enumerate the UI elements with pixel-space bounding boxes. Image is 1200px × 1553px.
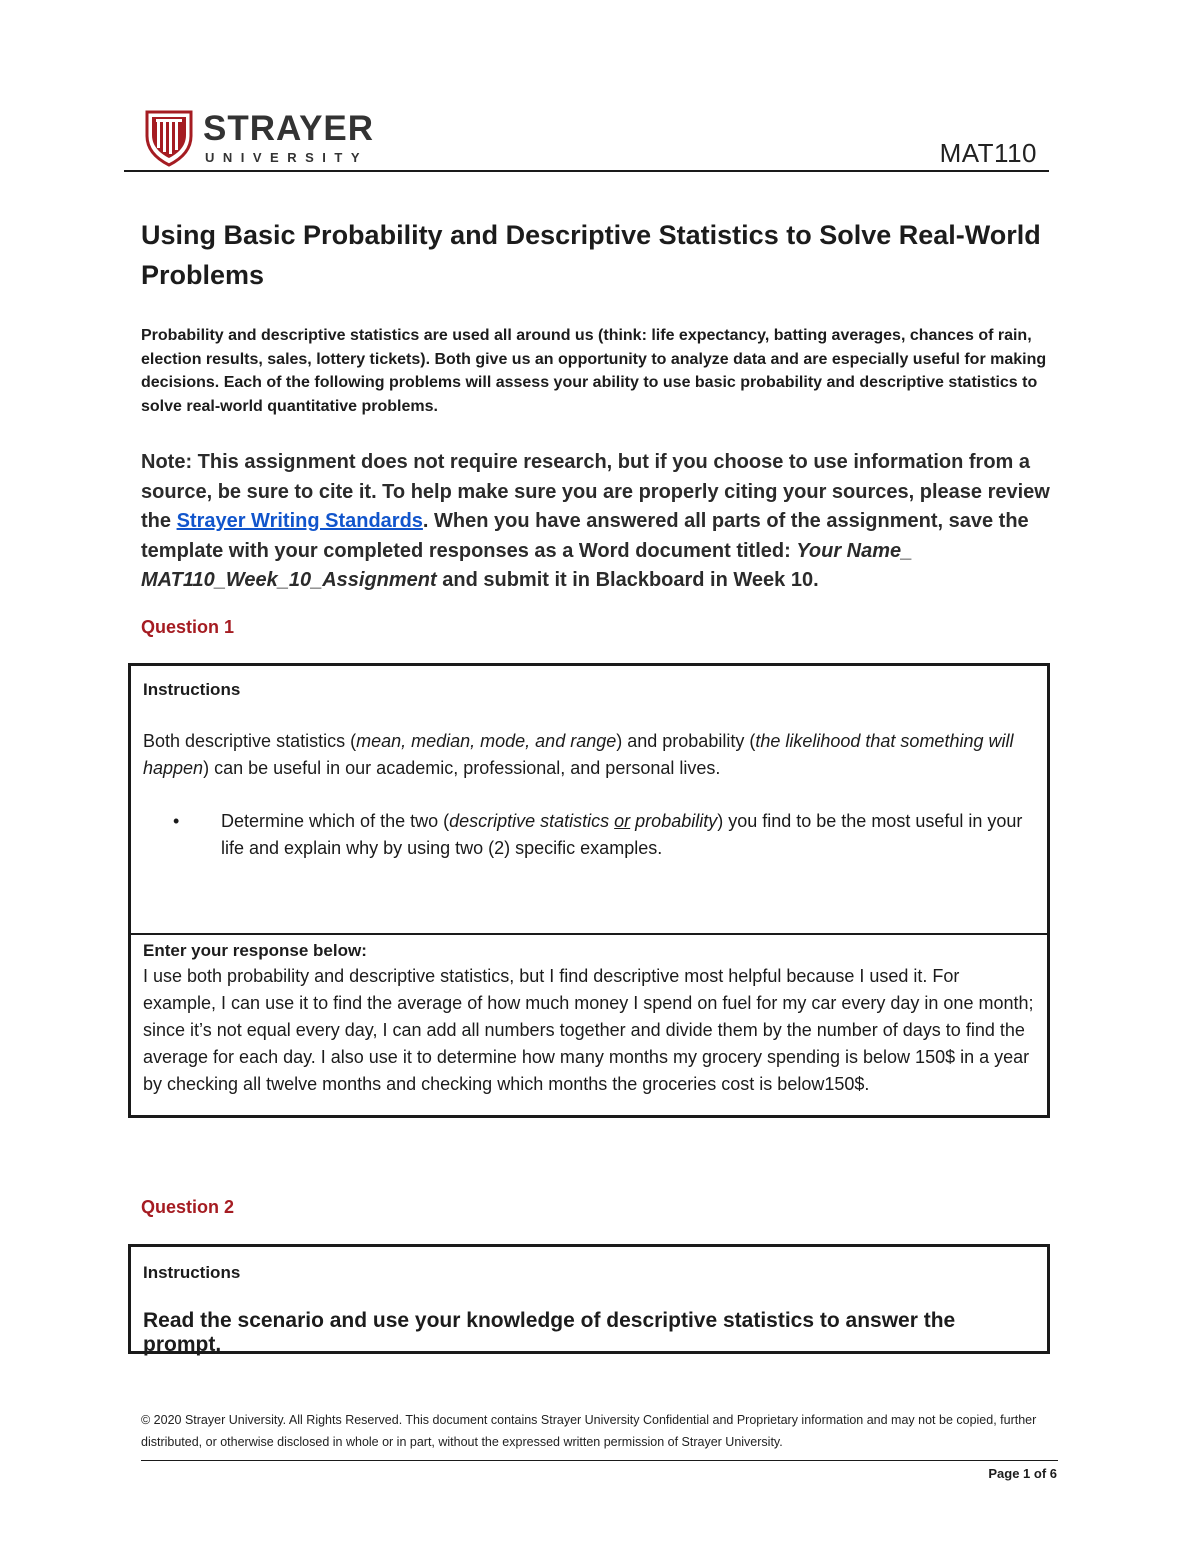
question-2-instructions [131, 1247, 1047, 1357]
intro-paragraph: Probability and descriptive statistics are used all around us (think: life expectancy, batting averages, chances of rain, election results, sales, lottery tickets). Both give us an opportunity to analyze data and are especially useful for making decisions. Each of the following problems will assess your ability to use basic probability and descriptive statistics to solve real-world quantitative problems. [141, 327, 1047, 415]
response-heading: Enter your response below: [143, 941, 367, 960]
header-divider [124, 170, 1049, 172]
writing-standards-link[interactable]: Strayer Writing Standards [176, 510, 423, 532]
page-number: Page 1 of 6 [988, 1466, 1057, 1481]
bullet-seg: or [614, 811, 631, 831]
bullet-seg: probability [630, 811, 718, 831]
instructions-text [143, 728, 1035, 782]
logo-primary-text: STRAYER [203, 109, 375, 148]
instr-seg: ) can be useful in our academic, professional, and personal lives. [203, 758, 721, 778]
instr-seg: ) and probability ( [616, 731, 756, 751]
course-code: MAT110 [939, 138, 1037, 168]
footer-divider [141, 1460, 1058, 1461]
question-2-label: Question 2 [141, 1197, 235, 1217]
instruction-bullet [143, 808, 1035, 862]
instr-seg: the likelihood that something will happen [143, 731, 1014, 778]
note-text-2: . When you have answered all parts of the assignment, save the template with your completed responses as a Word document titled: [141, 510, 1029, 562]
question-1-instructions [131, 666, 1047, 933]
question-2-prompt: Read the scenario and use your knowledge of descriptive statistics to answer the prompt. [143, 1309, 956, 1356]
document-title: Using Basic Probability and Descriptive Statistics to Solve Real-World Problems [141, 220, 1041, 290]
note-text-3: and submit it in Blackboard in Week 10. [436, 569, 819, 591]
response-text[interactable]: I use both probability and descriptive statistics, but I find descriptive most helpful because I used it. For example, I can use it to find the average of how much money I spend on fuel for my car every day in one month; since it’s not equal every day, I can add all numbers together and divide them by the number of days to find the average for each day. I also use it to determine how many months my grocery spending is below 150$ in a year by checking all twelve months and checking which months the groceries cost is below150$. [143, 966, 1034, 1094]
bullet-seg: ) you find to be the most useful in your life and explain why by using two (2) specific examples. [221, 811, 1023, 858]
bullet-text [221, 808, 1035, 862]
instructions-heading: Instructions [143, 680, 241, 699]
shield-icon [147, 112, 191, 165]
question-2-box [128, 1244, 1050, 1354]
logo-secondary-text: UNIVERSITY [205, 150, 369, 165]
question-1-box [128, 663, 1050, 1118]
instructions-heading: Instructions [143, 1263, 241, 1282]
note-paragraph [141, 448, 1066, 596]
question-1-label: Question 1 [141, 617, 235, 637]
bullet-icon: • [173, 811, 180, 831]
note-filename: Your Name_ MAT110_Week_10_Assignment [141, 539, 913, 591]
instr-seg: mean, median, mode, and range [356, 731, 617, 751]
bullet-seg: Determine which of the two ( [221, 811, 450, 831]
question-1-response-cell[interactable] [131, 933, 1047, 1098]
bullet-seg: descriptive statistics [449, 811, 615, 831]
strayer-logo [143, 106, 403, 168]
note-text: Note: This assignment does not require research, but if you choose to use information from a source, be sure to cite it. To help make sure you are properly citing your sources, please review the [141, 451, 1050, 532]
copyright-notice: © 2020 Strayer University. All Rights Reserved. This document contains Strayer University Confidential and Proprietary information and may not be copied, further distributed, or otherwise disclosed in whole or in part, without the expressed written permission of Strayer University. [141, 1413, 1037, 1449]
instr-seg: Both descriptive statistics ( [143, 731, 357, 751]
